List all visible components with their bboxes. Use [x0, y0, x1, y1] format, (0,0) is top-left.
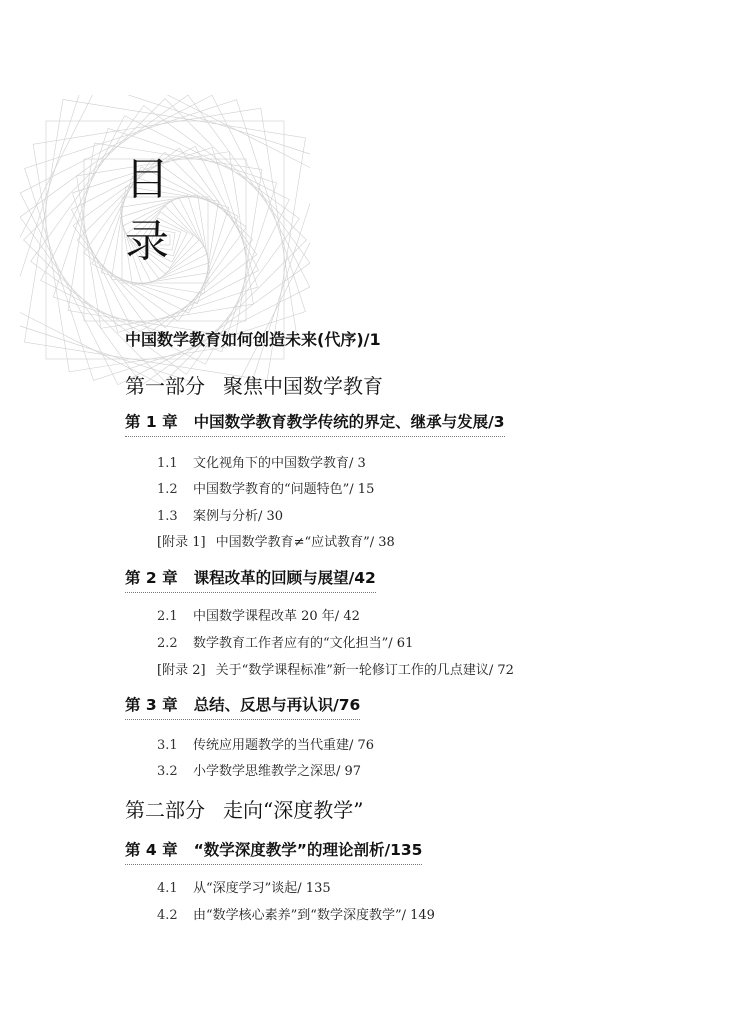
- part-2-title: 走向“深度教学”: [223, 798, 364, 822]
- chapter-4-number: 第 4 章: [125, 841, 178, 859]
- section-4-1[interactable]: [157, 877, 331, 896]
- chapter-4-title: “数学深度教学”的理论剖析/135: [193, 841, 423, 859]
- section-title: 中国数学课程改革 20 年/ 42: [193, 609, 360, 624]
- section-1-3[interactable]: [157, 505, 283, 524]
- appendix-title: 中国数学教育≠“应试教育”/ 38: [215, 535, 395, 550]
- section-title: 文化视角下的中国数学教育/ 3: [193, 456, 366, 471]
- section-title: 由“数学核心素养”到“数学深度教学”/ 149: [193, 908, 435, 923]
- toc-heading-char-2: 录: [125, 216, 169, 267]
- appendix-2[interactable]: [157, 659, 514, 678]
- chapter-2-number: 第 2 章: [125, 569, 178, 587]
- section-number: 3.1: [157, 738, 178, 753]
- section-title: 小学数学思维教学之深思/ 97: [193, 764, 362, 779]
- section-title: 案例与分析/ 30: [193, 509, 284, 524]
- section-number: 1.2: [157, 482, 178, 497]
- part-2-label: 第二部分: [125, 798, 205, 822]
- section-2-2[interactable]: [157, 632, 413, 651]
- chapter-1-title: 中国数学教育教学传统的界定、继承与发展/3: [193, 413, 505, 431]
- section-1-1[interactable]: [157, 452, 366, 471]
- section-number: 4.2: [157, 908, 178, 923]
- chapter-4-entry[interactable]: [125, 838, 422, 865]
- section-title: 数学教育工作者应有的“文化担当”/ 61: [193, 636, 414, 651]
- preface-entry[interactable]: 中国数学教育如何创造未来(代序)/1: [125, 330, 381, 349]
- appendix-1[interactable]: [157, 531, 395, 550]
- chapter-3-title: 总结、反思与再认识/76: [193, 696, 361, 714]
- section-number: 1.1: [157, 456, 178, 471]
- section-title: 传统应用题教学的当代重建/ 76: [193, 738, 375, 753]
- section-3-1[interactable]: [157, 734, 374, 753]
- section-3-2[interactable]: [157, 760, 361, 779]
- part-1-title: 聚焦中国数学教育: [223, 374, 383, 398]
- section-title: 从“深度学习”谈起/ 135: [193, 881, 331, 896]
- part-1-heading: [125, 370, 383, 399]
- section-4-2[interactable]: [157, 904, 435, 923]
- section-number: 2.2: [157, 636, 178, 651]
- section-2-1[interactable]: [157, 605, 360, 624]
- chapter-3-number: 第 3 章: [125, 696, 178, 714]
- part-1-label: 第一部分: [125, 374, 205, 398]
- section-1-2[interactable]: [157, 478, 374, 497]
- part-2-heading: [125, 794, 363, 823]
- appendix-label: [附录 2]: [157, 663, 206, 678]
- section-number: 1.3: [157, 509, 178, 524]
- chapter-2-entry[interactable]: [125, 566, 376, 593]
- section-number: 3.2: [157, 764, 178, 779]
- appendix-title: 关于“数学课程标准”新一轮修订工作的几点建议/ 72: [215, 663, 514, 678]
- section-title: 中国数学教育的“问题特色”/ 15: [193, 482, 375, 497]
- chapter-1-entry[interactable]: [125, 410, 505, 437]
- toc-heading-char-1: 目: [125, 154, 169, 205]
- chapter-1-number: 第 1 章: [125, 413, 178, 431]
- appendix-label: [附录 1]: [157, 535, 206, 550]
- section-number: 4.1: [157, 881, 178, 896]
- chapter-3-entry[interactable]: [125, 693, 360, 720]
- chapter-2-title: 课程改革的回顾与展望/42: [193, 569, 376, 587]
- section-number: 2.1: [157, 609, 178, 624]
